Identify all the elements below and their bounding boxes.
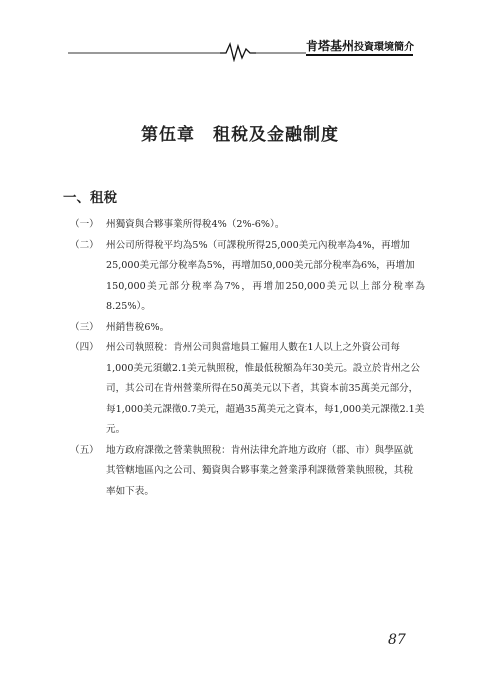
item-line: 其管轄地區內之公司、獨資與合夥事業之營業淨利課徵營業執照稅，其稅 bbox=[106, 465, 413, 476]
list-item bbox=[70, 338, 425, 441]
item-line: 州公司所得稅平均為5%（可課稅所得25,000美元內稅率為4%，再增加 bbox=[106, 239, 410, 251]
item-text bbox=[106, 318, 425, 339]
item-number: （五） bbox=[70, 444, 99, 456]
item-line: 司，其公司在肯州營業所得在50萬美元以下者，其資本前35萬美元部分， bbox=[106, 383, 419, 394]
item-line: 州公司執照稅：肯州公司與當地員工僱用人數在1人以上之外資公司每 bbox=[106, 342, 400, 353]
item-line: 每1,000美元課徵0.7美元，超過35萬美元之資本，每1,000美元課徵2.1美 bbox=[106, 403, 425, 415]
item-line: 地方政府課徵之營業執照稅：肯州法律允許地方政府（郡、市）與學區就 bbox=[106, 444, 413, 456]
item-number: （一） bbox=[70, 219, 99, 230]
list-item bbox=[70, 441, 425, 503]
item-number: （二） bbox=[70, 239, 99, 251]
list-item bbox=[70, 318, 425, 339]
item-line: 1,000美元須繳2.1美元執照稅，惟最低稅額為年30美元。設立於肯州之公 bbox=[106, 362, 420, 374]
item-line: 25,000美元部分稅率為5%，再增加50,000美元部分稅率為6%，再增加 bbox=[106, 260, 415, 271]
header-title-main: 肯塔基州 bbox=[306, 39, 355, 53]
item-line: 率如下表。 bbox=[106, 485, 154, 497]
item-line: 150,000美元部分稅率為7%，再增加250,000美元以上部分稅率為8.25%）。 bbox=[106, 280, 425, 312]
item-text bbox=[106, 236, 425, 318]
chapter-title: 第伍章 租稅及金融制度 bbox=[141, 125, 339, 145]
list-item bbox=[70, 236, 425, 318]
item-line: 州銷售稅6%。 bbox=[106, 321, 170, 333]
item-text bbox=[106, 215, 425, 236]
page-number: 87 bbox=[388, 632, 406, 648]
item-line: 元。 bbox=[106, 424, 126, 435]
item-line: 州獨資與合夥事業所得稅4%（2%-6%）。 bbox=[106, 219, 285, 230]
item-text bbox=[106, 338, 425, 441]
item-number: （四） bbox=[70, 342, 99, 353]
heartbeat-icon bbox=[220, 44, 256, 60]
section-title: 一、租稅 bbox=[63, 190, 117, 206]
item-number: （三） bbox=[70, 321, 99, 333]
item-text bbox=[106, 441, 425, 503]
header-title bbox=[306, 37, 416, 53]
tax-item-list bbox=[70, 215, 425, 502]
header-title-sub: 投資環境簡介 bbox=[354, 42, 415, 53]
list-item bbox=[70, 215, 425, 236]
